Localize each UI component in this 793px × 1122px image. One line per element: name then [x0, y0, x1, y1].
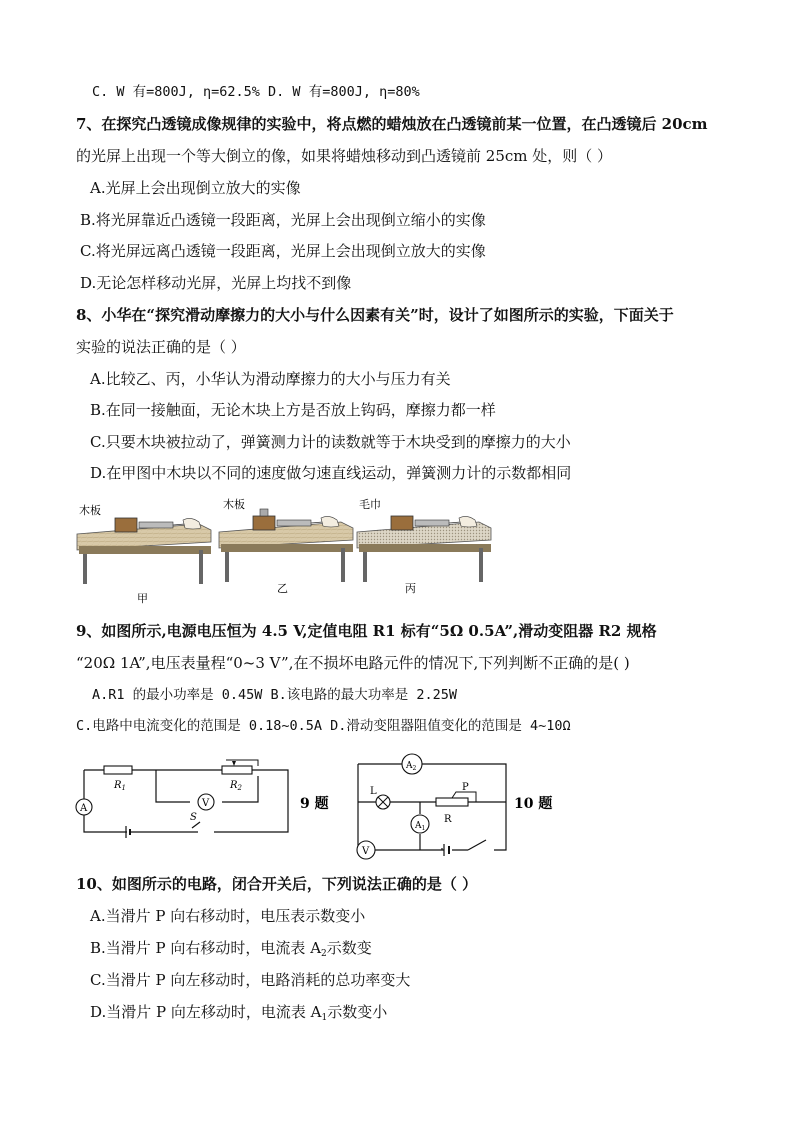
voltmeter-symbol: V [202, 798, 210, 809]
panel-1-surface-label: 木板 [79, 504, 101, 517]
q6-options-cd: C. W 有=800J, η=62.5% D. W 有=800J, η=80% [92, 84, 420, 100]
panel-1-caption: 甲 [137, 592, 148, 605]
q10-option-b-post: 示数变 [326, 939, 372, 957]
friction-panel-3 [357, 497, 491, 595]
friction-experiment-figure [75, 496, 495, 608]
q10-stem: 10、如图所示的电路，闭合开关后，下列说法正确的是（ ） [76, 875, 478, 893]
q7-stem-line1: 7、在探究凸透镜成像规律的实验中，将点燃的蜡烛放在凸透镜前某一位置，在凸透镜后 20cm [76, 115, 708, 133]
r1-subscript: 1 [121, 784, 126, 792]
q10-option-b-pre: B.当滑片 P 向右移动时，电流表 A [90, 939, 322, 957]
panel-3-caption: 丙 [405, 582, 416, 595]
q10-option-b-sub: 2 [321, 949, 327, 959]
q10-option-d-sub: 1 [321, 1013, 328, 1023]
q10-option-d-pre: D.当滑片 P 向左移动时，电流表 A [90, 1003, 322, 1021]
lamp-label: L [370, 786, 377, 797]
q9-stem-line2: “20Ω 1A”,电压表量程“0~3 V”,在不损坏电路元件的情况下,下列判断不正确的是( ) [76, 654, 630, 672]
a2-label: A [406, 761, 413, 771]
q10-option-d [90, 1002, 387, 1028]
slider-label: P [462, 782, 469, 793]
q7-option-c: C.将光屏远离凸透镜一段距离，光屏上会出现倒立放大的实像 [80, 242, 486, 260]
q10-option-a: A.当滑片 P 向右移动时，电压表示数变小 [90, 907, 366, 925]
a2-subscript: 2 [412, 765, 417, 772]
q7-option-b: B.将光屏靠近凸透镜一段距离，光屏上会出现倒立缩小的实像 [80, 211, 486, 229]
circuit10-caption: 10 题 [514, 796, 553, 812]
q8-stem-line2: 实验的说法正确的是（ ） [76, 338, 246, 356]
q7-option-a: A.光屏上会出现倒立放大的实像 [90, 179, 301, 197]
panel-2-surface-label: 木板 [223, 498, 245, 511]
svg-text:R1 [113, 780, 126, 792]
q8-option-c: C.只要木块被拉动了，弹簧测力计的读数就等于木块受到的摩擦力的大小 [90, 433, 571, 451]
svg-text:R2 [229, 780, 243, 792]
q9-options-cd: C.电路中电流变化的范围是 0.18~0.5A D.滑动变阻器阻值变化的范围是 4~10Ω [76, 718, 571, 734]
q10-option-b [90, 938, 372, 964]
panel-2-caption: 乙 [277, 582, 288, 595]
q10-option-d-post: 示数变小 [327, 1003, 388, 1021]
friction-panel-1 [77, 503, 211, 605]
q9-options-ab: A.R1 的最小功率是 0.45W B.该电路的最大功率是 2.25W [92, 687, 458, 703]
switch-label: S [190, 812, 197, 823]
r2-subscript: 2 [237, 784, 242, 792]
q7-option-d: D.无论怎样移动光屏，光屏上均找不到像 [80, 274, 352, 292]
friction-panel-2 [219, 497, 353, 595]
resistor-label: R [444, 814, 452, 825]
a1-label: A [415, 821, 422, 831]
q10-option-c: C.当滑片 P 向左移动时，电路消耗的总功率变大 [90, 971, 411, 989]
q9-stem-line1: 9、如图所示,电源电压恒为 4.5 V,定值电阻 R1 标有“5Ω 0.5A”,滑动变阻器 R2 规格 [76, 622, 657, 640]
circuit9-caption: 9 题 [300, 796, 329, 812]
r2-label: R [230, 780, 238, 791]
circuit-q10-figure [352, 752, 562, 862]
r1-label: R [114, 780, 122, 791]
a1-subscript: 1 [421, 825, 426, 832]
q8-option-d: D.在甲图中木块以不同的速度做匀速直线运动，弹簧测力计的示数都相同 [90, 464, 572, 482]
panel-3-surface-label: 毛巾 [359, 498, 381, 511]
q8-option-a: A.比较乙、丙，小华认为滑动摩擦力的大小与压力有关 [90, 370, 451, 388]
ammeter-symbol: A [80, 803, 88, 814]
q8-option-b: B.在同一接触面，无论木块上方是否放上钩码，摩擦力都一样 [90, 401, 496, 419]
q7-stem-line2: 的光屏上出现一个等大倒立的像，如果将蜡烛移动到凸透镜前 25cm 处，则（ ） [76, 147, 613, 165]
voltmeter10-symbol: V [362, 846, 370, 857]
circuit-q9-figure [74, 758, 354, 858]
q8-stem-line1: 8、小华在“探究滑动摩擦力的大小与什么因素有关”时，设计了如图所示的实验，下面关于 [76, 306, 674, 324]
